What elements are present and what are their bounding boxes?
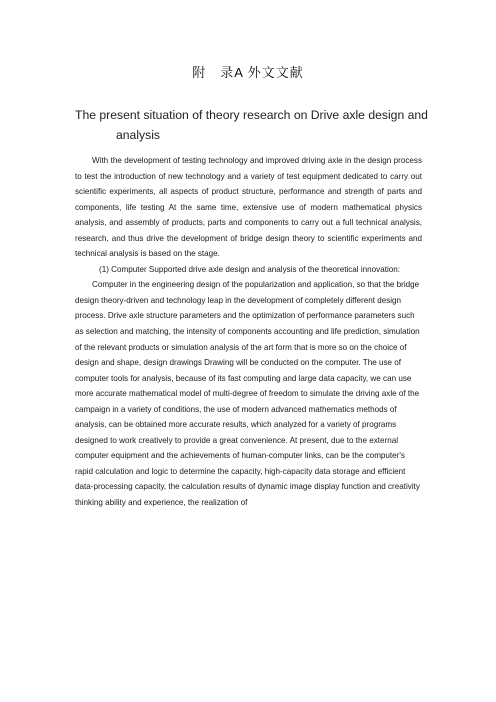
paragraph-intro: With the development of testing technology and improved driving axle in the design process to test the introduction of new technology and a variety of test equipment dedicated to carry out scientific experiments, all aspects of product structure, performance and strength of parts and components, life testing At the same time, extensive use of modern mathematical physics analysis, and assembly of products, parts and components to carry out a full technical analysis, research, and thus drive the development of bridge design theory to scientific experiments and technical analysis is based on the stage. [75, 156, 422, 259]
body-text [75, 153, 422, 511]
paragraph-computer: Computer in the engineering design of the popularization and application, so that the bridge design theory-driven and technology leap in the development of completely different design process. Drive axle structure parameters and the optimization of performance parameters such as selection and matching, the intensity of components accounting and life prediction, simulation of the relevant products or simulation analysis of the art form that is more so on the choice of design and shape, design drawings Drawing will be conducted on the computer. The use of computer tools for analysis, because of its fast computing and large data capacity, we can use more accurate mathematical model of multi-degree of freedom to simulate the driving axle of the campaign in a variety of conditions, the use of modern advanced mathematics methods of analysis, can be obtained more accurate results, which analyzed for a variety of programs designed to work creatively to provide a great convenience. At present, due to the external computer equipment and the achievements of human-computer links, can be the computer's rapid calculation and logic to determine the capacity, high-capacity data storage and efficient data-processing capacity, the calculation results of dynamic image display function and creativity thinking ability and experience, the realization of [75, 280, 420, 508]
paper-title [75, 105, 428, 145]
section-heading: (1) Computer Supported drive axle design and analysis of the theoretical innovation: [99, 264, 400, 274]
appendix-title: 附 录A 外文文献 [192, 65, 304, 80]
paper-title-line-1: The present situation of theory research on Drive axle design and [75, 108, 428, 122]
paper-title-line-2: analysis [116, 128, 161, 142]
